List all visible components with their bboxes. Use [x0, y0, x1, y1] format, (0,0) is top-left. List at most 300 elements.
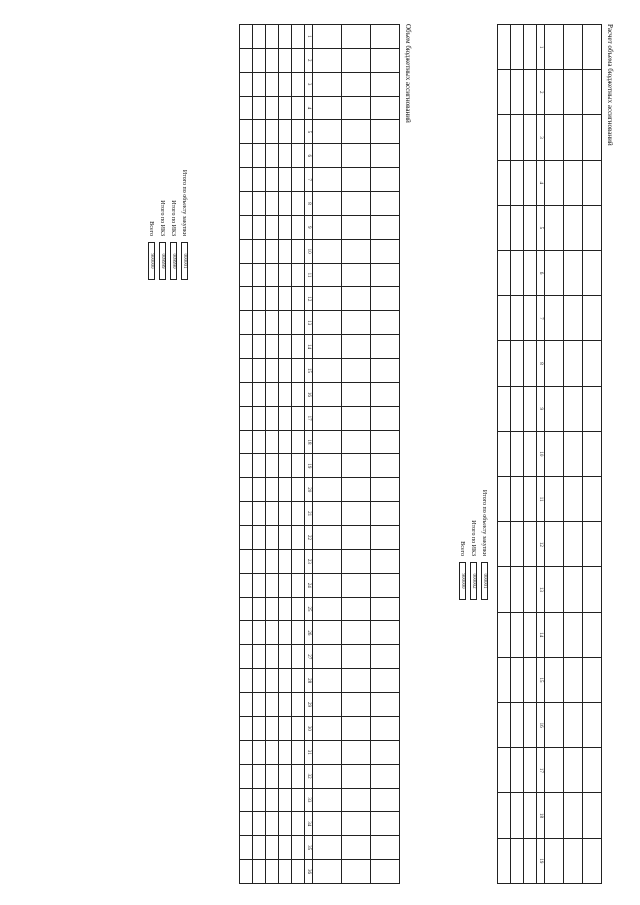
data-cell[interactable] — [511, 115, 524, 160]
data-cell[interactable] — [292, 573, 305, 597]
data-cell[interactable] — [253, 454, 266, 478]
data-cell[interactable] — [292, 406, 305, 430]
column-number: 31 — [305, 740, 313, 764]
data-cell[interactable] — [292, 215, 305, 239]
data-cell[interactable] — [279, 716, 292, 740]
data-cell[interactable] — [292, 716, 305, 740]
data-cell[interactable] — [279, 836, 292, 860]
table1-caption: Расчет объема бюджетных ассигнований — [606, 24, 614, 146]
data-cell[interactable] — [524, 70, 537, 115]
totals-code: 009999 — [159, 242, 166, 280]
data-cell[interactable] — [266, 812, 279, 836]
data-cell[interactable] — [266, 359, 279, 383]
data-cell[interactable] — [292, 25, 305, 49]
data-cell[interactable] — [279, 430, 292, 454]
data-cell[interactable] — [511, 748, 524, 793]
data-cell[interactable] — [279, 621, 292, 645]
data-cell[interactable] — [253, 716, 266, 740]
header-cell — [342, 192, 371, 216]
data-cell[interactable] — [240, 597, 253, 621]
data-cell[interactable] — [279, 478, 292, 502]
header-cell — [313, 812, 342, 836]
data-cell[interactable] — [253, 430, 266, 454]
data-cell[interactable] — [266, 454, 279, 478]
data-cell[interactable] — [253, 788, 266, 812]
data-cell[interactable] — [524, 477, 537, 522]
data-cell[interactable] — [253, 526, 266, 550]
data-cell[interactable] — [240, 25, 253, 49]
data-cell[interactable] — [292, 621, 305, 645]
data-cell[interactable] — [240, 621, 253, 645]
data-cell[interactable] — [240, 716, 253, 740]
data-cell[interactable] — [292, 359, 305, 383]
data-cell[interactable] — [498, 567, 511, 612]
header-cell — [583, 341, 602, 386]
data-cell[interactable] — [253, 478, 266, 502]
data-cell[interactable] — [240, 215, 253, 239]
data-cell[interactable] — [266, 72, 279, 96]
data-cell[interactable] — [253, 382, 266, 406]
data-cell[interactable] — [292, 263, 305, 287]
data-cell[interactable] — [279, 192, 292, 216]
data-cell[interactable] — [292, 168, 305, 192]
data-cell[interactable] — [279, 120, 292, 144]
data-cell[interactable] — [253, 621, 266, 645]
data-cell[interactable] — [524, 567, 537, 612]
data-cell[interactable] — [511, 205, 524, 250]
data-cell[interactable] — [253, 502, 266, 526]
data-cell[interactable] — [279, 645, 292, 669]
data-cell[interactable] — [292, 382, 305, 406]
data-cell[interactable] — [524, 160, 537, 205]
data-cell[interactable] — [253, 573, 266, 597]
data-cell[interactable] — [253, 215, 266, 239]
data-cell[interactable] — [240, 359, 253, 383]
header-cell — [583, 793, 602, 838]
header-cell — [371, 192, 400, 216]
data-cell[interactable] — [511, 431, 524, 476]
data-cell[interactable] — [266, 716, 279, 740]
data-cell[interactable] — [498, 522, 511, 567]
column-number: 13 — [305, 311, 313, 335]
data-cell[interactable] — [253, 239, 266, 263]
data-cell[interactable] — [240, 502, 253, 526]
data-cell[interactable] — [279, 788, 292, 812]
data-cell[interactable] — [240, 430, 253, 454]
data-cell[interactable] — [266, 287, 279, 311]
data-cell[interactable] — [511, 703, 524, 748]
data-cell[interactable] — [498, 296, 511, 341]
data-cell[interactable] — [253, 192, 266, 216]
column-number: 18 — [305, 430, 313, 454]
data-cell[interactable] — [292, 764, 305, 788]
data-cell[interactable] — [240, 549, 253, 573]
data-cell[interactable] — [511, 160, 524, 205]
data-cell[interactable] — [292, 478, 305, 502]
data-cell[interactable] — [292, 860, 305, 884]
data-cell[interactable] — [511, 296, 524, 341]
data-cell[interactable] — [240, 311, 253, 335]
data-cell[interactable] — [292, 836, 305, 860]
data-cell[interactable] — [524, 205, 537, 250]
data-cell[interactable] — [279, 96, 292, 120]
data-cell[interactable] — [240, 96, 253, 120]
data-cell[interactable] — [511, 70, 524, 115]
data-cell[interactable] — [292, 192, 305, 216]
data-cell[interactable] — [511, 612, 524, 657]
data-cell[interactable] — [524, 431, 537, 476]
header-cell — [313, 72, 342, 96]
data-cell[interactable] — [524, 251, 537, 296]
column-number: 29 — [305, 693, 313, 717]
data-cell[interactable] — [292, 454, 305, 478]
data-cell[interactable] — [253, 144, 266, 168]
data-cell[interactable] — [511, 793, 524, 838]
data-cell[interactable] — [253, 406, 266, 430]
header-cell — [564, 25, 583, 70]
data-cell[interactable] — [279, 144, 292, 168]
data-cell[interactable] — [279, 287, 292, 311]
data-cell[interactable] — [498, 748, 511, 793]
header-cell — [371, 502, 400, 526]
data-cell[interactable] — [498, 477, 511, 522]
data-cell[interactable] — [292, 430, 305, 454]
header-cell — [371, 740, 400, 764]
data-cell[interactable] — [253, 669, 266, 693]
data-cell[interactable] — [253, 812, 266, 836]
data-cell[interactable] — [498, 25, 511, 70]
data-cell[interactable] — [498, 70, 511, 115]
data-cell[interactable] — [524, 612, 537, 657]
data-cell[interactable] — [266, 144, 279, 168]
data-cell[interactable] — [292, 645, 305, 669]
data-cell[interactable] — [240, 764, 253, 788]
table-row — [292, 25, 305, 884]
data-cell[interactable] — [498, 703, 511, 748]
data-cell[interactable] — [240, 573, 253, 597]
data-cell[interactable] — [240, 120, 253, 144]
header-cell — [342, 96, 371, 120]
data-cell[interactable] — [524, 115, 537, 160]
data-cell[interactable] — [279, 382, 292, 406]
header-cell — [313, 788, 342, 812]
data-cell[interactable] — [253, 359, 266, 383]
data-cell[interactable] — [266, 788, 279, 812]
column-number: 30 — [305, 716, 313, 740]
data-cell[interactable] — [292, 526, 305, 550]
header-cell — [342, 478, 371, 502]
data-cell[interactable] — [266, 382, 279, 406]
data-cell[interactable] — [240, 406, 253, 430]
data-cell[interactable] — [266, 311, 279, 335]
data-cell[interactable] — [279, 526, 292, 550]
data-cell[interactable] — [292, 72, 305, 96]
header-cell — [342, 25, 371, 49]
data-cell[interactable] — [253, 96, 266, 120]
data-cell[interactable] — [524, 522, 537, 567]
data-cell[interactable] — [292, 502, 305, 526]
data-cell[interactable] — [266, 335, 279, 359]
data-cell[interactable] — [524, 296, 537, 341]
data-cell[interactable] — [240, 287, 253, 311]
data-cell[interactable] — [240, 478, 253, 502]
data-cell[interactable] — [292, 120, 305, 144]
data-cell[interactable] — [253, 48, 266, 72]
data-cell[interactable] — [240, 693, 253, 717]
header-cell — [342, 716, 371, 740]
header-cell — [564, 477, 583, 522]
data-cell[interactable] — [253, 168, 266, 192]
data-cell[interactable] — [253, 549, 266, 573]
data-cell[interactable] — [279, 860, 292, 884]
data-cell[interactable] — [498, 115, 511, 160]
header-cell — [313, 454, 342, 478]
column-number: 17 — [305, 406, 313, 430]
data-cell[interactable] — [292, 239, 305, 263]
totals-row — [157, 100, 168, 280]
data-cell[interactable] — [279, 335, 292, 359]
data-cell[interactable] — [292, 597, 305, 621]
column-number: 10 — [537, 431, 545, 476]
data-cell[interactable] — [279, 597, 292, 621]
data-cell[interactable] — [266, 740, 279, 764]
data-cell[interactable] — [279, 764, 292, 788]
data-cell[interactable] — [240, 669, 253, 693]
data-cell[interactable] — [279, 669, 292, 693]
header-cell — [564, 341, 583, 386]
data-cell[interactable] — [266, 502, 279, 526]
data-cell[interactable] — [266, 573, 279, 597]
data-cell[interactable] — [266, 764, 279, 788]
data-cell[interactable] — [253, 25, 266, 49]
data-cell[interactable] — [240, 168, 253, 192]
data-cell[interactable] — [240, 263, 253, 287]
data-cell[interactable] — [266, 168, 279, 192]
data-cell[interactable] — [292, 549, 305, 573]
column-number: 7 — [537, 296, 545, 341]
data-cell[interactable] — [524, 703, 537, 748]
data-cell[interactable] — [240, 239, 253, 263]
totals-code: 900000 — [148, 242, 155, 280]
header-cell — [371, 621, 400, 645]
data-cell[interactable] — [292, 96, 305, 120]
data-cell[interactable] — [266, 430, 279, 454]
totals-label: Итого по объекту закупки — [481, 489, 488, 556]
data-cell[interactable] — [266, 48, 279, 72]
data-cell[interactable] — [240, 860, 253, 884]
data-cell[interactable] — [292, 669, 305, 693]
data-cell[interactable] — [253, 335, 266, 359]
data-cell[interactable] — [253, 311, 266, 335]
totals-label: Итого по ИКЗ — [159, 200, 166, 236]
data-cell[interactable] — [253, 693, 266, 717]
data-cell[interactable] — [240, 454, 253, 478]
data-cell[interactable] — [292, 740, 305, 764]
data-cell[interactable] — [498, 205, 511, 250]
data-cell[interactable] — [266, 215, 279, 239]
column-number: 26 — [305, 621, 313, 645]
data-cell[interactable] — [240, 382, 253, 406]
data-cell[interactable] — [279, 740, 292, 764]
data-cell[interactable] — [279, 25, 292, 49]
data-cell[interactable] — [511, 657, 524, 702]
column-number: 11 — [305, 263, 313, 287]
data-cell[interactable] — [511, 567, 524, 612]
totals-row — [179, 100, 190, 280]
header-cell — [342, 788, 371, 812]
data-cell[interactable] — [292, 788, 305, 812]
header-cell — [313, 239, 342, 263]
header-cell — [342, 669, 371, 693]
data-cell[interactable] — [524, 341, 537, 386]
data-cell[interactable] — [279, 48, 292, 72]
data-cell[interactable] — [524, 657, 537, 702]
data-cell[interactable] — [240, 48, 253, 72]
data-cell[interactable] — [279, 549, 292, 573]
data-cell[interactable] — [292, 144, 305, 168]
header-cell — [313, 502, 342, 526]
header-cell — [313, 669, 342, 693]
data-cell[interactable] — [498, 657, 511, 702]
column-number: 6 — [537, 251, 545, 296]
data-cell[interactable] — [253, 740, 266, 764]
header-cell — [371, 168, 400, 192]
data-cell[interactable] — [240, 788, 253, 812]
data-cell[interactable] — [279, 72, 292, 96]
data-cell[interactable] — [524, 793, 537, 838]
data-cell[interactable] — [266, 669, 279, 693]
data-cell[interactable] — [266, 621, 279, 645]
data-cell[interactable] — [279, 573, 292, 597]
data-cell[interactable] — [266, 25, 279, 49]
data-cell[interactable] — [266, 549, 279, 573]
data-cell[interactable] — [266, 406, 279, 430]
header-cell — [313, 597, 342, 621]
data-cell[interactable] — [498, 160, 511, 205]
header-cell — [564, 657, 583, 702]
data-cell[interactable] — [279, 359, 292, 383]
data-cell[interactable] — [498, 793, 511, 838]
data-cell[interactable] — [240, 812, 253, 836]
column-number: 32 — [305, 764, 313, 788]
table1-totals — [457, 420, 490, 600]
data-cell[interactable] — [266, 96, 279, 120]
column-number: 8 — [537, 341, 545, 386]
data-cell[interactable] — [279, 311, 292, 335]
data-cell[interactable] — [266, 192, 279, 216]
data-cell[interactable] — [292, 287, 305, 311]
data-cell[interactable] — [266, 860, 279, 884]
data-cell[interactable] — [279, 454, 292, 478]
data-cell[interactable] — [240, 192, 253, 216]
header-cell — [371, 120, 400, 144]
header-cell — [371, 96, 400, 120]
data-cell[interactable] — [511, 341, 524, 386]
data-cell[interactable] — [524, 25, 537, 70]
data-cell[interactable] — [253, 120, 266, 144]
data-cell[interactable] — [279, 239, 292, 263]
data-cell[interactable] — [511, 251, 524, 296]
data-cell[interactable] — [511, 477, 524, 522]
data-cell[interactable] — [253, 597, 266, 621]
data-cell[interactable] — [240, 645, 253, 669]
data-cell[interactable] — [266, 693, 279, 717]
data-cell[interactable] — [240, 740, 253, 764]
data-cell[interactable] — [240, 144, 253, 168]
data-cell[interactable] — [253, 72, 266, 96]
column-number: 15 — [305, 359, 313, 383]
header-cell — [371, 311, 400, 335]
data-cell[interactable] — [292, 693, 305, 717]
data-cell[interactable] — [498, 251, 511, 296]
data-cell[interactable] — [498, 386, 511, 431]
column-number: 23 — [305, 549, 313, 573]
header-cell — [371, 645, 400, 669]
data-cell[interactable] — [266, 836, 279, 860]
data-cell[interactable] — [292, 48, 305, 72]
data-cell[interactable] — [266, 526, 279, 550]
data-cell[interactable] — [240, 526, 253, 550]
data-cell[interactable] — [498, 838, 511, 883]
data-cell[interactable] — [253, 263, 266, 287]
data-cell[interactable] — [266, 478, 279, 502]
data-cell[interactable] — [240, 335, 253, 359]
data-cell[interactable] — [279, 812, 292, 836]
header-cell — [342, 645, 371, 669]
data-cell[interactable] — [266, 597, 279, 621]
header-cell — [371, 836, 400, 860]
data-cell[interactable] — [240, 836, 253, 860]
data-cell[interactable] — [511, 386, 524, 431]
data-cell[interactable] — [511, 25, 524, 70]
data-cell[interactable] — [279, 263, 292, 287]
data-cell[interactable] — [253, 860, 266, 884]
data-cell[interactable] — [498, 612, 511, 657]
header-cell — [564, 251, 583, 296]
header-cell — [545, 703, 564, 748]
column-number: 4 — [305, 96, 313, 120]
data-cell[interactable] — [279, 215, 292, 239]
header-cell — [313, 573, 342, 597]
header-cell — [313, 168, 342, 192]
data-cell[interactable] — [266, 263, 279, 287]
data-cell[interactable] — [498, 431, 511, 476]
data-cell[interactable] — [511, 522, 524, 567]
data-cell[interactable] — [292, 311, 305, 335]
data-cell[interactable] — [253, 645, 266, 669]
header-cell — [342, 621, 371, 645]
data-cell[interactable] — [266, 645, 279, 669]
data-cell[interactable] — [266, 239, 279, 263]
data-cell[interactable] — [524, 838, 537, 883]
data-cell[interactable] — [253, 836, 266, 860]
data-cell[interactable] — [266, 120, 279, 144]
data-cell[interactable] — [292, 335, 305, 359]
data-cell[interactable] — [498, 341, 511, 386]
data-cell[interactable] — [279, 168, 292, 192]
data-cell[interactable] — [524, 748, 537, 793]
data-cell[interactable] — [253, 287, 266, 311]
data-cell[interactable] — [524, 386, 537, 431]
data-cell[interactable] — [279, 502, 292, 526]
data-cell[interactable] — [253, 764, 266, 788]
data-cell[interactable] — [279, 693, 292, 717]
data-cell[interactable] — [292, 812, 305, 836]
data-cell[interactable] — [279, 406, 292, 430]
data-cell[interactable] — [511, 838, 524, 883]
data-cell[interactable] — [240, 72, 253, 96]
header-cell — [371, 669, 400, 693]
